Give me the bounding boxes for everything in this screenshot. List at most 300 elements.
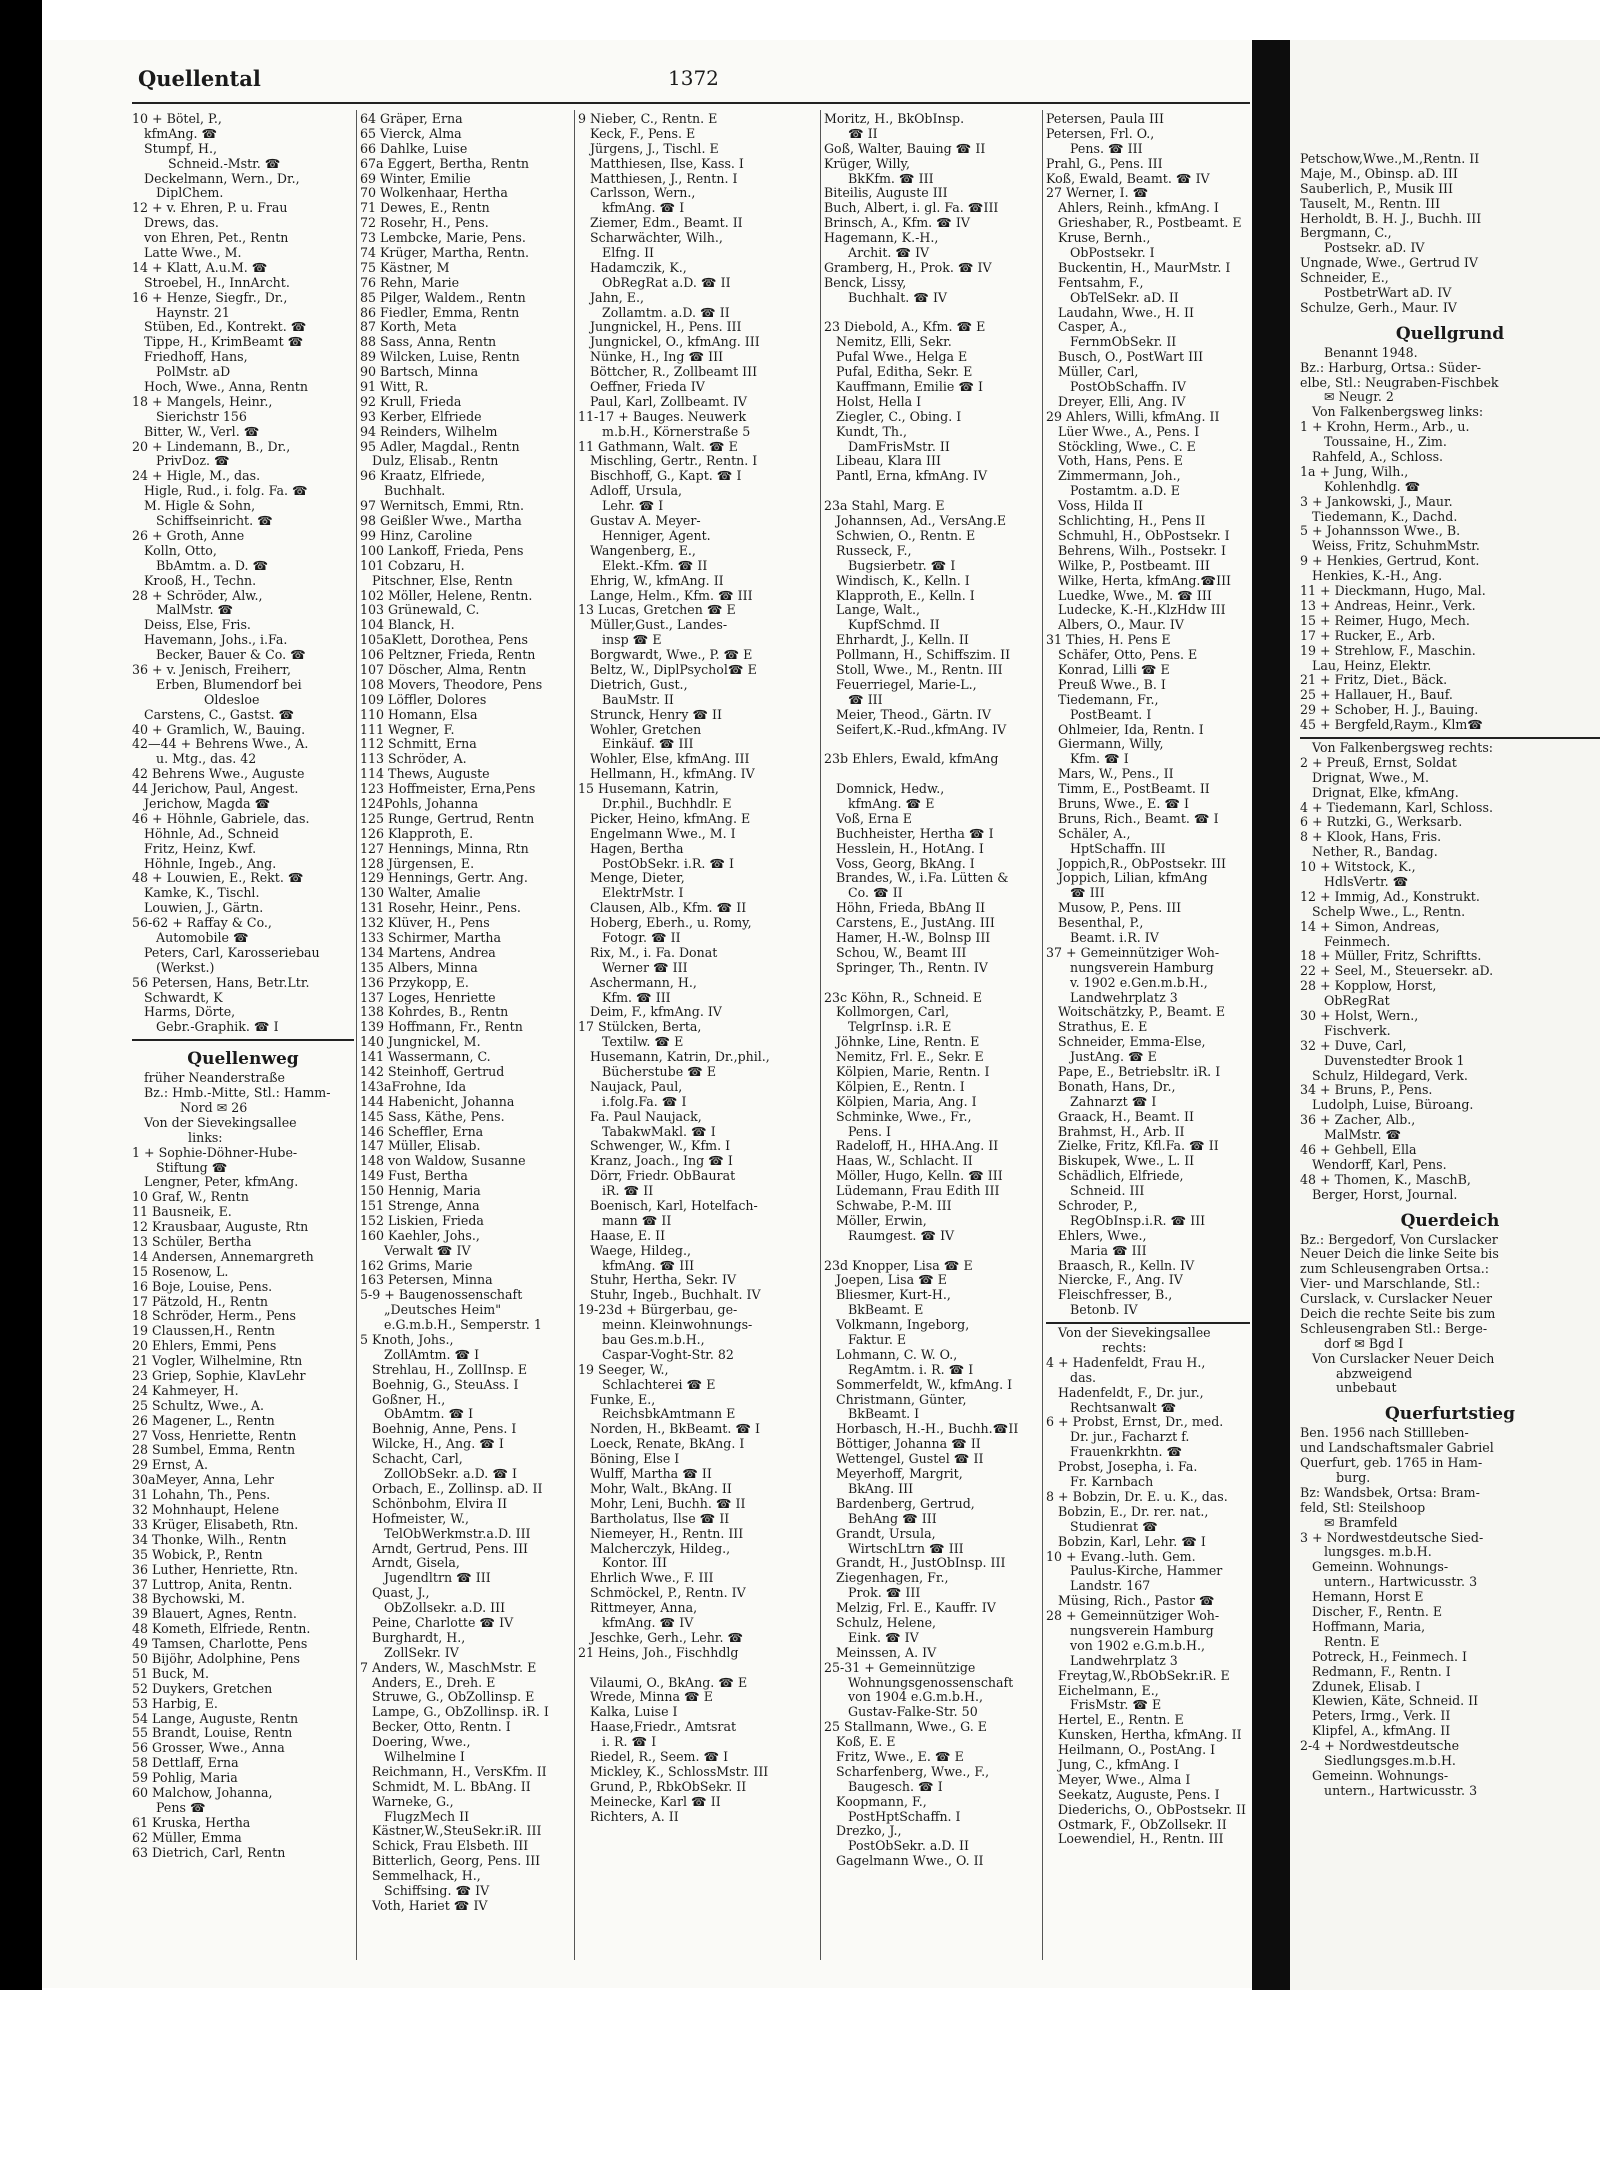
- directory-entry: Strunck, Henry ☎ II: [578, 706, 722, 722]
- directory-entry: 23c Köhn, R., Schneid. E: [824, 989, 983, 1005]
- directory-entry: Radeloff, H., HHA.Ang. II: [824, 1138, 999, 1154]
- directory-entry: 10 Graf, W., Rentn: [132, 1189, 249, 1205]
- directory-entry: DiplChem.: [132, 185, 224, 201]
- directory-entry: Krooß, H., Techn.: [132, 572, 257, 588]
- directory-entry: Windisch, K., Kelln. I: [824, 572, 970, 588]
- section-rule: [1300, 737, 1600, 739]
- directory-entry: Schulz, Hildegard, Verk.: [1300, 1067, 1468, 1083]
- directory-entry: Becker, Otto, Rentn. I: [360, 1719, 511, 1735]
- directory-entry: Naujack, Paul,: [578, 1078, 683, 1094]
- directory-entry: Peine, Charlotte ☎ IV: [360, 1614, 514, 1630]
- directory-entry: Joppich,R., ObPostsekr. III: [1046, 855, 1227, 871]
- directory-entry: Peters, Carl, Karosseriebau: [132, 944, 320, 960]
- directory-entry: Bruns, Wwe., E. ☎ I: [1046, 795, 1190, 811]
- directory-entry: Riedel, R., Seem. ☎ I: [578, 1748, 729, 1764]
- directory-entry: Ziegler, C., Obing. I: [824, 408, 962, 424]
- directory-entry: 105aKlett, Dorothea, Pens: [360, 632, 528, 648]
- directory-entry: 15 Husemann, Katrin,: [578, 781, 719, 797]
- directory-entry: Jungnickel, O., kfmAng. III: [578, 334, 760, 350]
- directory-entry: Böning, Else I: [578, 1451, 680, 1467]
- page-number: 1372: [668, 66, 719, 90]
- directory-entry: Baugesch. ☎ I: [824, 1778, 943, 1794]
- directory-entry: Ehlers, Wwe.,: [1046, 1227, 1147, 1243]
- directory-entry: 25 + Hallauer, H., Bauf.: [1300, 687, 1453, 703]
- directory-entry: 96 Kraatz, Elfriede,: [360, 468, 486, 484]
- directory-entry: Joepen, Lisa ☎ E: [824, 1272, 947, 1288]
- directory-entry: nungsverein Hamburg: [1046, 1622, 1214, 1638]
- directory-entry: Schmidt, M. L. BbAng. II: [360, 1778, 531, 1794]
- directory-entry: Betonb. IV: [1046, 1302, 1138, 1318]
- directory-entry: Jöhnke, Line, Rentn. E: [824, 1034, 980, 1050]
- directory-entry: Hoberg, Eberh., u. Romy,: [578, 915, 752, 931]
- directory-entry: Mars, W., Pens., II: [1046, 766, 1174, 782]
- directory-entry: Möller, Hugo, Kelln. ☎ III: [824, 1168, 1003, 1184]
- directory-entry: Paul, Karl, Zollbeamt. IV: [578, 393, 748, 409]
- directory-entry: 76 Rehn, Marie: [360, 274, 460, 290]
- directory-entry: Goßner, H.,: [360, 1391, 446, 1407]
- directory-entry: i.folg.Fa. ☎ I: [578, 1093, 687, 1109]
- directory-entry: Ludolph, Luise, Büroang.: [1300, 1097, 1474, 1113]
- directory-entry: Buch, Albert, i. gl. Fa. ☎III: [824, 200, 999, 216]
- directory-entry: 28 + Schröder, Alw.,: [132, 587, 263, 603]
- directory-entry: Musow, P., Pens. III: [1046, 900, 1182, 916]
- directory-entry: Mickley, K., SchlossMstr. III: [578, 1763, 769, 1779]
- directory-entry: Pitschner, Else, Rentn: [360, 572, 513, 588]
- directory-entry: Gustav-Falke-Str. 50: [824, 1704, 978, 1720]
- directory-entry: Beltz, W., DiplPsychol☎ E: [578, 661, 757, 677]
- directory-entry: ReichsbkAmtmann E: [578, 1406, 736, 1422]
- directory-entry: 127 Hennings, Minna, Rtn: [360, 840, 529, 856]
- directory-entry: 11 Bausneik, E.: [132, 1204, 232, 1220]
- directory-entry: Pape, E., Betriebsltr. iR. I: [1046, 1064, 1221, 1079]
- directory-entry: 11 Gathmann, Walt. ☎ E: [578, 438, 738, 454]
- directory-entry: Holst, Hella I: [824, 393, 922, 409]
- directory-entry: KupfSchmd. II: [824, 617, 940, 633]
- directory-entry: Heilmann, O., PostAng. I: [1046, 1742, 1216, 1758]
- directory-entry: Deim, F., kfmAng. IV: [578, 1004, 722, 1020]
- directory-entry: 17 Pätzold, H., Rentn: [132, 1293, 269, 1309]
- directory-entry: Benannt 1948.: [1300, 344, 1418, 360]
- directory-entry: Struwe, G., ObZollinsp. E: [360, 1689, 535, 1705]
- directory-entry: Konrad, Lilli ☎ E: [1046, 661, 1170, 677]
- directory-entry: Goß, Walter, Bauing ☎ II: [824, 140, 986, 156]
- directory-entry: ObPostsekr. I: [1046, 245, 1155, 261]
- directory-entry: Boehnig, Anne, Pens. I: [360, 1421, 517, 1437]
- directory-entry: 88 Sass, Anna, Rentn: [360, 334, 497, 350]
- directory-entry: 56-62 + Raffay & Co.,: [132, 915, 272, 931]
- directory-entry: 23 Griep, Sophie, KlavLehr: [132, 1368, 306, 1384]
- directory-entry: Nemitz, Frl. E., Sekr. E: [824, 1049, 984, 1065]
- directory-entry: lungsges. m.b.H.: [1300, 1544, 1432, 1560]
- directory-entry: FrisMstr. ☎ E: [1046, 1697, 1162, 1713]
- directory-entry: 28 + Gemeinnütziger Woh-: [1046, 1608, 1220, 1624]
- directory-entry: Libeau, Klara III: [824, 453, 941, 469]
- column-2: [360, 112, 572, 1914]
- directory-entry: Faktur. E: [824, 1332, 907, 1348]
- directory-entry: 8 + Bobzin, Dr. E. u. K., das.: [1046, 1488, 1228, 1504]
- directory-entry: Albers, O., Maur. IV: [1046, 617, 1184, 633]
- directory-entry: 3 + Nordwestdeutsche Sied-: [1300, 1529, 1484, 1545]
- directory-entry: 19 Claussen,H., Rentn: [132, 1323, 276, 1339]
- directory-entry: 114 Thews, Auguste: [360, 766, 490, 782]
- directory-entry: FernmObSekr. II: [1046, 334, 1177, 350]
- directory-entry: Von Falkenbergsweg links:: [1300, 404, 1484, 420]
- directory-entry: Hellmann, H., kfmAng. IV: [578, 766, 755, 782]
- directory-entry: Voss, Hilda II: [1046, 498, 1144, 514]
- directory-entry: Christmann, Günter,: [824, 1391, 967, 1407]
- directory-entry: Voth, Hariet ☎ IV: [360, 1897, 488, 1913]
- directory-entry: 4 + Hadenfeldt, Frau H.,: [1046, 1354, 1206, 1370]
- directory-entry: Pens ☎: [132, 1799, 206, 1815]
- directory-entry: 126 Klapproth, E.: [360, 825, 474, 841]
- directory-entry: Schneider, E.,: [1300, 270, 1389, 286]
- directory-entry: ObRegRat: [1300, 993, 1390, 1009]
- directory-entry: Meyerhoff, Margrit,: [824, 1466, 963, 1482]
- directory-entry: 14 + Simon, Andreas,: [1300, 918, 1440, 934]
- directory-entry: 63 Dietrich, Carl, Rentn: [132, 1844, 286, 1860]
- directory-entry: Grandt, Ursula,: [824, 1525, 936, 1541]
- directory-entry: PostBeamt. I: [1046, 706, 1152, 722]
- directory-entry: PostbetrWart aD. IV: [1300, 285, 1452, 301]
- directory-entry: Waege, Hildeg.,: [578, 1242, 691, 1258]
- directory-entry: 23d Knopper, Lisa ☎ E: [824, 1257, 973, 1273]
- directory-entry: 19 Seeger, W.,: [578, 1361, 669, 1377]
- directory-entry: Beamt. i.R. IV: [1046, 929, 1159, 945]
- directory-entry: 42—44 + Behrens Wwe., A.: [132, 736, 309, 752]
- directory-entry: Luedke, Wwe., M. ☎ III: [1046, 587, 1212, 603]
- directory-entry: Picker, Heino, kfmAng. E: [578, 810, 751, 826]
- directory-entry: 13 Schüler, Bertha: [132, 1234, 252, 1250]
- directory-entry: Wendorff, Karl, Pens.: [1300, 1156, 1447, 1172]
- directory-entry: 95 Adler, Magdal., Rentn: [360, 438, 520, 454]
- directory-entry: Wrede, Minna ☎ E: [578, 1689, 713, 1705]
- column-divider: [820, 110, 821, 1960]
- directory-entry: Krüger, Willy,: [824, 155, 910, 171]
- directory-entry: 53 Harbig, E.: [132, 1695, 218, 1711]
- directory-entry: Boehnig, G., SteuAss. I: [360, 1376, 519, 1392]
- directory-entry: Kalka, Luise I: [578, 1704, 678, 1720]
- directory-entry: 54 Lange, Auguste, Rentn: [132, 1710, 299, 1726]
- directory-entry: Elekt.-Kfm. ☎ II: [578, 557, 708, 573]
- directory-entry: Braasch, R., Kelln. IV: [1046, 1257, 1195, 1273]
- directory-entry: 21 + Fritz, Diet., Bäck.: [1300, 672, 1448, 688]
- directory-entry: HptSchaffn. III: [1046, 840, 1166, 856]
- directory-entry: Domnick, Hedw.,: [824, 781, 945, 797]
- directory-entry: 5 Knoth, Johs.,: [360, 1332, 454, 1348]
- directory-entry: 136 Przykopp, E.: [360, 974, 469, 990]
- directory-entry: Petersen, Paula III: [1046, 112, 1164, 126]
- directory-entry: Hoch, Wwe., Anna, Rentn: [132, 379, 308, 395]
- directory-entry: 152 Liskien, Frieda: [360, 1212, 484, 1228]
- directory-entry: Gagelmann Wwe., O. II: [824, 1853, 984, 1869]
- directory-entry: Fa. Paul Naujack,: [578, 1108, 702, 1124]
- directory-entry: Hofmeister, W.,: [360, 1510, 470, 1526]
- directory-entry: 49 Tamsen, Charlotte, Pens: [132, 1636, 308, 1652]
- directory-entry: „Deutsches Heim": [360, 1302, 502, 1318]
- directory-entry: RegAmtm. i. R. ☎ I: [824, 1361, 974, 1377]
- street-heading: Quellgrund: [1395, 323, 1505, 344]
- directory-entry: und Landschaftsmaler Gabriel: [1300, 1440, 1494, 1456]
- directory-entry: Vier- und Marschlande, Stl.:: [1300, 1276, 1481, 1292]
- directory-entry: 24 Kahmeyer, H.: [132, 1382, 239, 1398]
- directory-entry: 6 + Probst, Ernst, Dr., med.: [1046, 1414, 1224, 1430]
- directory-entry: 16 + Henze, Siegfr., Dr.,: [132, 289, 288, 305]
- directory-entry: Schiffseinricht. ☎: [132, 513, 273, 529]
- directory-entry: Higle, Rud., i. folg. Fa. ☎: [132, 483, 308, 499]
- directory-entry: 36 + Zacher, Alb.,: [1300, 1112, 1416, 1128]
- directory-entry: Müller,Gust., Landes-: [578, 617, 728, 633]
- directory-entry: 10 + Witstock, K.,: [1300, 859, 1416, 875]
- directory-entry: Becker, Bauer & Co. ☎: [132, 647, 306, 663]
- column-1: [132, 112, 354, 1860]
- directory-entry: Curslack, v. Curslacker Neuer: [1300, 1291, 1493, 1307]
- directory-entry: Ostmark, F., ObZollsekr. II: [1046, 1816, 1227, 1832]
- directory-entry: Bliesmer, Kurt-H.,: [824, 1287, 951, 1303]
- directory-entry: Petersen, Frl. O.,: [1046, 125, 1155, 141]
- directory-entry: Einkäuf. ☎ III: [578, 736, 694, 752]
- directory-entry: 145 Sass, Käthe, Pens.: [360, 1108, 505, 1124]
- directory-entry: Kolln, Otto,: [132, 542, 217, 558]
- directory-entry: Jung, C., kfmAng. I: [1046, 1756, 1180, 1772]
- directory-entry: 34 Thonke, Wilh., Rentn: [132, 1531, 287, 1547]
- directory-entry: Scharfenberg, Wwe., F.,: [824, 1763, 990, 1779]
- directory-entry: Fischverk.: [1300, 1022, 1391, 1038]
- directory-entry: Meyer, Wwe., Alma I: [1046, 1771, 1191, 1787]
- directory-entry: Berger, Horst, Journal.: [1300, 1186, 1458, 1202]
- directory-entry: rechts:: [1046, 1340, 1147, 1356]
- directory-entry: Postsekr. aD. IV: [1300, 240, 1425, 256]
- directory-entry: Hesslein, H., HotAng. I: [824, 840, 984, 856]
- directory-entry: 89 Wilcken, Luise, Rentn: [360, 349, 520, 365]
- directory-entry: Koß, Ewald, Beamt. ☎ IV: [1046, 170, 1210, 186]
- directory-entry: Hamer, H.-W., Bolnsp III: [824, 929, 991, 945]
- directory-entry: Buckentin, H., MaurMstr. I: [1046, 259, 1231, 275]
- facing-page-column: [1300, 152, 1600, 1814]
- directory-entry: Dietrich, Gust.,: [578, 676, 688, 692]
- directory-entry: Pufal Wwe., Helga E: [824, 349, 968, 365]
- directory-entry: PostObSekr. a.D. II: [824, 1838, 969, 1854]
- directory-entry: iR. ☎ II: [578, 1183, 654, 1199]
- directory-entry: Kölpien, Maria, Ang. I: [824, 1093, 977, 1109]
- directory-entry: Gramberg, H., Prok. ☎ IV: [824, 259, 992, 275]
- directory-entry: 139 Hoffmann, Fr., Rentn: [360, 1019, 523, 1035]
- directory-entry: Voss, Georg, BkAng. I: [824, 855, 975, 871]
- directory-entry: Landstr. 167: [1046, 1578, 1151, 1594]
- directory-entry: (Werkst.): [132, 959, 215, 975]
- directory-entry: BkKfm. ☎ III: [824, 170, 934, 186]
- directory-entry: 67a Eggert, Bertha, Rentn: [360, 155, 530, 171]
- directory-entry: Pollmann, H., Schiffszim. II: [824, 647, 1011, 663]
- directory-entry: 141 Wassermann, C.: [360, 1049, 491, 1065]
- directory-entry: Wilhelmine I: [360, 1748, 465, 1764]
- directory-entry: Sommerfeldt, W., kfmAng. I: [824, 1376, 1013, 1392]
- directory-entry: von Ehren, Pet., Rentn: [132, 230, 289, 246]
- directory-entry: Klapproth, E., Kelln. I: [824, 587, 975, 603]
- directory-entry: [578, 1661, 818, 1676]
- directory-entry: 61 Kruska, Hertha: [132, 1814, 251, 1830]
- directory-entry: 50 Bijöhr, Adolphine, Pens: [132, 1650, 301, 1666]
- directory-entry: Pens. ☎ III: [1046, 140, 1143, 156]
- directory-entry: Rittmeyer, Anna,: [578, 1600, 698, 1616]
- directory-entry: 1 + Krohn, Herm., Arb., u.: [1300, 419, 1470, 435]
- directory-entry: von 1904 e.G.m.b.H.,: [824, 1689, 983, 1705]
- column-4: [824, 112, 1040, 1869]
- directory-entry: Peters, Irmg., Verk. II: [1300, 1708, 1451, 1724]
- directory-entry: 11-17 + Bauges. Neuwerk: [578, 408, 747, 424]
- directory-entry: 13 Lucas, Gretchen ☎ E: [578, 602, 736, 618]
- directory-entry: insp ☎ E: [578, 632, 662, 648]
- directory-entry: 18 Schröder, Herm., Pens: [132, 1308, 296, 1324]
- directory-entry: Ahlers, Reinh., kfmAng. I: [1046, 200, 1219, 216]
- directory-entry: 102 Möller, Helene, Rentn.: [360, 587, 533, 603]
- directory-entry: Behrens, Wilh., Postsekr. I: [1046, 542, 1227, 558]
- directory-entry: 131 Rosehr, Heinr., Pens.: [360, 900, 521, 916]
- directory-entry: Koß, E. E: [824, 1734, 896, 1750]
- directory-entry: Von Curslacker Neuer Deich: [1300, 1350, 1495, 1366]
- directory-entry: Oeffner, Frieda IV: [578, 379, 705, 395]
- directory-entry: Voth, Hans, Pens. E: [1046, 453, 1183, 469]
- directory-entry: 144 Habenicht, Johanna: [360, 1093, 515, 1109]
- directory-entry: Nünke, H., Ing ☎ III: [578, 349, 724, 365]
- directory-entry: 12 Krausbaar, Auguste, Rtn: [132, 1219, 309, 1235]
- directory-entry: Schneid.-Mstr. ☎: [132, 155, 281, 171]
- directory-entry: DamFrisMstr. II: [824, 438, 950, 454]
- directory-entry: Dr.phil., Buchhdlr. E: [578, 795, 732, 811]
- directory-entry: Automobile ☎: [132, 929, 249, 945]
- directory-entry: Koopmann, F.,: [824, 1793, 927, 1809]
- directory-entry: Hemann, Horst E: [1300, 1589, 1424, 1605]
- directory-entry: Paulus-Kirche, Hammer: [1046, 1563, 1223, 1579]
- directory-entry: Dörr, Friedr. ObBaurat: [578, 1168, 736, 1184]
- directory-entry: Schneid. III: [1046, 1183, 1145, 1199]
- directory-entry: 33 Krüger, Elisabeth, Rtn.: [132, 1516, 299, 1532]
- directory-entry: 40 + Gramlich, W., Bauing.: [132, 721, 306, 737]
- directory-entry: 62 Müller, Emma: [132, 1829, 242, 1845]
- directory-entry: Schick, Frau Elsbeth. III: [360, 1838, 529, 1854]
- directory-entry: ZollObSekr. a.D. ☎ I: [360, 1466, 517, 1482]
- directory-entry: 32 Mohnhaupt, Helene: [132, 1502, 280, 1518]
- directory-entry: 107 Döscher, Alma, Rentn: [360, 661, 527, 677]
- directory-entry: Buchheister, Hertha ☎ I: [824, 825, 994, 841]
- directory-entry: Bz.: Hmb.-Mitte, Stl.: Hamm-: [132, 1085, 331, 1101]
- directory-entry: Probst, Josepha, i. Fa.: [1046, 1459, 1198, 1475]
- directory-entry: Eichelmann, E.,: [1046, 1682, 1159, 1698]
- directory-entry: 39 Blauert, Agnes, Rentn.: [132, 1606, 297, 1622]
- directory-entry: ElektrMstr. I: [578, 885, 684, 901]
- street-section-title: Quellental: [138, 66, 261, 91]
- directory-entry: Seifert,K.-Rud.,kfmAng. IV: [824, 721, 1007, 737]
- directory-entry: Ben. 1956 nach Stillleben-: [1300, 1425, 1469, 1441]
- directory-entry: 128 Jürgensen, E.: [360, 855, 475, 871]
- directory-entry: Grandt, H., JustObInsp. III: [824, 1555, 1006, 1571]
- directory-entry: Nemitz, Elli, Sekr.: [824, 334, 952, 350]
- directory-entry: Bergmann, C.,: [1300, 225, 1392, 241]
- directory-entry: Arndt, Gisela,: [360, 1555, 460, 1571]
- directory-entry: Schminke, Wwe., Fr.,: [824, 1108, 972, 1124]
- directory-entry: BbAmtm. a. D. ☎: [132, 557, 269, 573]
- directory-entry: Seekatz, Auguste, Pens. I: [1046, 1786, 1220, 1802]
- directory-entry: Verwalt ☎ IV: [360, 1242, 471, 1258]
- directory-entry: ObAmtm. ☎ I: [360, 1406, 474, 1422]
- directory-entry: Husemann, Katrin, Dr.,phil.,: [578, 1049, 770, 1065]
- directory-entry: Schelp Wwe., L., Rentn.: [1300, 903, 1466, 919]
- directory-entry: ObZollsekr. a.D. III: [360, 1600, 506, 1616]
- directory-entry: 28 Sumbel, Emma, Rentn: [132, 1442, 296, 1458]
- directory-entry: 8 + Klook, Hans, Fris.: [1300, 829, 1442, 845]
- directory-entry: Jürgens, J., Tischl. E: [578, 140, 719, 156]
- directory-entry: Redmann, F., Rentn. I: [1300, 1663, 1451, 1679]
- directory-entry: Freytag,W.,RbObSekr.iR. E: [1046, 1667, 1230, 1683]
- directory-entry: Kundt, Th.,: [824, 423, 908, 439]
- directory-entry: Bz: Wandsbek, Ortsa: Bram-: [1300, 1484, 1480, 1500]
- directory-entry: Gemeinn. Wohnungs-: [1300, 1767, 1449, 1783]
- directory-entry: 140 Jungnickel, M.: [360, 1034, 481, 1050]
- directory-entry: 71 Dewes, E., Rentn: [360, 200, 490, 216]
- directory-entry: PostHptSchaffn. I: [824, 1808, 961, 1824]
- directory-entry: Niercke, F., Ang. IV: [1046, 1272, 1183, 1288]
- directory-entry: Henkies, K.-H., Ang.: [1300, 568, 1443, 584]
- directory-entry: Bitter, W., Verl. ☎: [132, 423, 260, 439]
- directory-entry: Brinsch, A., Kfm. ☎ IV: [824, 215, 970, 231]
- directory-entry: Lüdemann, Frau Edith III: [824, 1183, 1000, 1199]
- directory-entry: Kunsken, Hertha, kfmAng. II: [1046, 1727, 1242, 1743]
- directory-entry: 86 Fiedler, Emma, Rentn: [360, 304, 520, 320]
- directory-entry: 92 Krull, Frieda: [360, 393, 462, 409]
- directory-entry: Schlachterei ☎ E: [578, 1376, 716, 1392]
- directory-entry: Clausen, Alb., Kfm. ☎ II: [578, 900, 747, 916]
- directory-entry: Möller, Erwin,: [824, 1212, 927, 1228]
- directory-entry: Wilke, Herta, kfmAng.☎III: [1046, 572, 1232, 588]
- directory-entry: 93 Kerber, Elfriede: [360, 408, 482, 424]
- directory-entry: Böttcher, R., Zollbeamt III: [578, 364, 758, 380]
- directory-entry: Stuhr, Ingeb., Buchhalt. IV: [578, 1287, 761, 1303]
- directory-entry: Ehrig, W., kfmAng. II: [578, 572, 724, 588]
- directory-entry: Henniger, Agent.: [578, 527, 711, 543]
- directory-entry: Höhn, Frieda, BbAng II: [824, 900, 986, 916]
- directory-entry: HdlsVertr. ☎: [1300, 873, 1409, 889]
- directory-entry: 36 + v. Jenisch, Freiherr,: [132, 661, 291, 677]
- directory-entry: Schädlich, Elfriede,: [1046, 1168, 1184, 1184]
- directory-entry: Bardenberg, Gertrud,: [824, 1495, 975, 1511]
- directory-entry: Höhnle, Ad., Schneid: [132, 825, 279, 841]
- directory-entry: Kamke, K., Tischl.: [132, 885, 260, 901]
- section-rule: [132, 1039, 354, 1041]
- directory-entry: Frauenkrkhtn. ☎: [1046, 1444, 1183, 1460]
- directory-entry: 148 von Waldow, Susanne: [360, 1153, 526, 1169]
- directory-entry: Kohlenhdlg. ☎: [1300, 478, 1421, 494]
- directory-entry: TabakwMakl. ☎ I: [578, 1123, 716, 1139]
- directory-entry: 26 + Groth, Anne: [132, 527, 245, 543]
- directory-entry: zum Schleusengraben Ortsa.:: [1300, 1261, 1489, 1277]
- directory-entry: 146 Scheffler, Erna: [360, 1123, 484, 1139]
- directory-entry: Kauffmann, Emilie ☎ I: [824, 379, 984, 395]
- column-5: [1046, 112, 1250, 1847]
- directory-entry: 69 Winter, Emilie: [360, 170, 471, 186]
- directory-entry: 56 Petersen, Hans, Betr.Ltr.: [132, 974, 310, 990]
- directory-entry: Müsing, Rich., Pastor ☎: [1046, 1593, 1215, 1609]
- directory-entry: Duvenstedter Brook 1: [1300, 1052, 1465, 1068]
- directory-entry: m.b.H., Körnerstraße 5: [578, 423, 751, 439]
- directory-entry: 90 Bartsch, Minna: [360, 364, 479, 380]
- directory-entry: das.: [1046, 1369, 1097, 1385]
- directory-entry: Ziemer, Edm., Beamt. II: [578, 215, 743, 231]
- directory-entry: 32 + Duve, Carl,: [1300, 1037, 1407, 1053]
- directory-entry: Böttiger, Johanna ☎ II: [824, 1436, 981, 1452]
- directory-entry: Postamtm. a.D. E: [1046, 483, 1180, 499]
- directory-entry: Richters, A. II: [578, 1808, 679, 1824]
- directory-entry: Loewendiel, H., Rentn. III: [1046, 1831, 1224, 1847]
- directory-entry: Sierichstr 156: [132, 408, 247, 424]
